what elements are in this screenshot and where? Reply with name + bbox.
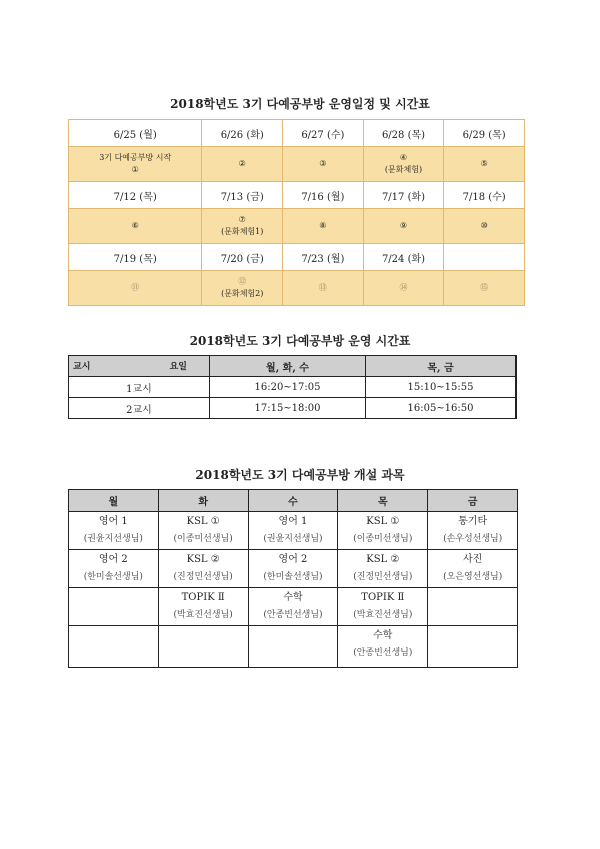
schedule-table (68, 119, 525, 306)
course-cell (338, 626, 428, 668)
activity-line1: ⑦ (238, 215, 246, 224)
course-subject: 영어 1 (98, 516, 128, 527)
activity-line2: ① (131, 165, 139, 174)
schedule-date-row (69, 182, 525, 209)
course-cell (338, 588, 428, 626)
activity-line2: (문화체험1) (221, 227, 264, 236)
course-cell (69, 512, 159, 550)
course-cell (248, 512, 338, 550)
courses-row (69, 626, 518, 668)
course-cell (158, 550, 248, 588)
timetable-row (69, 377, 517, 398)
date-cell: 7/13 (금) (202, 182, 283, 209)
activity-cell (283, 147, 364, 182)
activity-cell (444, 209, 525, 244)
course-subject: KSL ① (186, 516, 220, 527)
date-cell: 6/26 (화) (202, 120, 283, 147)
date-cell: 7/18 (수) (444, 182, 525, 209)
course-subject: KSL ② (186, 554, 220, 565)
activity-line1: ⑤ (480, 159, 488, 168)
schedule-activity-row (69, 147, 525, 182)
activity-cell (202, 147, 283, 182)
corner-period-label: 교시 (73, 362, 91, 372)
course-teacher: (진정민선생님) (353, 572, 413, 582)
course-cell (248, 626, 338, 668)
activity-line1: ④ (399, 153, 408, 162)
time-cell: 16:05~16:50 (366, 398, 517, 419)
course-cell (69, 588, 159, 626)
courses-table (68, 489, 518, 668)
timetable-col-thf: 목, 금 (366, 356, 517, 377)
activity-line1: ⑨ (399, 221, 408, 230)
course-cell (158, 588, 248, 626)
course-cell (248, 588, 338, 626)
course-subject (159, 626, 248, 645)
activity-cell (69, 147, 202, 182)
course-teacher: (오은영선생님) (443, 572, 503, 582)
course-subject (428, 626, 517, 645)
date-cell: 7/17 (화) (363, 182, 444, 209)
schedule-title: 2018학년도 3기 다예공부방 운영일정 및 시간표 (170, 97, 430, 111)
time-cell: 15:10~15:55 (366, 377, 517, 398)
activity-cell (283, 271, 364, 306)
courses-title: 2018학년도 3기 다예공부방 개설 과목 (195, 468, 405, 482)
course-cell (338, 550, 428, 588)
course-teacher: (이종미선생님) (173, 534, 233, 544)
day-header: 수 (248, 490, 338, 512)
date-cell: 7/24 (화) (363, 244, 444, 271)
activity-line1: ② (238, 159, 246, 168)
date-cell: 7/12 (목) (69, 182, 202, 209)
activity-line1: 3기 다예공부방 시작 (99, 153, 172, 162)
course-subject (69, 626, 158, 645)
activity-line1: ⑭ (399, 283, 408, 292)
course-subject: 통기타 (458, 516, 488, 527)
course-teacher: (안종빈선생님) (263, 610, 323, 620)
activity-line1: ⑥ (131, 221, 139, 230)
course-subject: TOPIK Ⅱ (361, 592, 405, 603)
date-cell (444, 244, 525, 271)
timetable-title: 2018학년도 3기 다예공부방 운영 시간표 (189, 334, 411, 348)
period-cell: 1교시 (69, 377, 210, 398)
courses-row (69, 588, 518, 626)
activity-cell (202, 271, 283, 306)
activity-line1: ⑬ (318, 283, 327, 292)
course-subject: TOPIK Ⅱ (181, 592, 225, 603)
day-header: 화 (158, 490, 248, 512)
activity-cell (69, 209, 202, 244)
course-cell (158, 512, 248, 550)
course-teacher: (진정민선생님) (173, 572, 233, 582)
course-subject: KSL ② (366, 554, 400, 565)
activity-cell (202, 209, 283, 244)
course-cell (69, 626, 159, 668)
time-cell: 16:20~17:05 (210, 377, 366, 398)
period-cell: 2교시 (69, 398, 210, 419)
schedule-date-row (69, 244, 525, 271)
activity-cell (69, 271, 202, 306)
course-teacher: (권윤지선생님) (263, 534, 323, 544)
activity-line2: (문화체험) (384, 165, 423, 174)
course-cell (248, 550, 338, 588)
date-cell: 7/20 (금) (202, 244, 283, 271)
activity-line1: ⑫ (238, 277, 247, 286)
course-teacher (428, 645, 517, 662)
course-teacher: (안종빈선생님) (353, 648, 413, 658)
course-subject: 사진 (462, 554, 483, 565)
timetable-corner-cell (69, 356, 210, 377)
schedule-activity-row (69, 209, 525, 244)
course-teacher (249, 645, 338, 662)
activity-line1: ⑩ (480, 221, 488, 230)
courses-row (69, 512, 518, 550)
course-teacher: (권윤지선생님) (83, 534, 143, 544)
timetable-row (69, 398, 517, 419)
activity-cell (363, 209, 444, 244)
course-teacher: (한미솔선생님) (263, 572, 323, 582)
day-header: 목 (338, 490, 428, 512)
date-cell: 7/16 (월) (283, 182, 364, 209)
schedule-activity-row (69, 271, 525, 306)
course-subject: 영어 2 (278, 554, 308, 565)
date-cell: 7/23 (월) (283, 244, 364, 271)
course-subject (428, 588, 517, 607)
activity-cell (363, 147, 444, 182)
course-teacher (159, 645, 248, 662)
course-subject: 수학 (283, 592, 303, 603)
activity-line1: ⑧ (319, 221, 327, 230)
date-cell: 6/27 (수) (283, 120, 364, 147)
course-subject: 영어 2 (98, 554, 128, 565)
course-subject: KSL ① (366, 516, 400, 527)
courses-row (69, 550, 518, 588)
activity-cell (444, 147, 525, 182)
course-teacher (69, 607, 158, 624)
course-subject (69, 588, 158, 607)
course-teacher (428, 607, 517, 624)
course-subject: 영어 1 (278, 516, 308, 527)
course-cell (428, 512, 518, 550)
corner-day-label: 요일 (169, 362, 187, 372)
courses-header-row (69, 490, 518, 512)
course-teacher: (한미솔선생님) (83, 572, 143, 582)
course-cell (338, 512, 428, 550)
date-cell: 7/19 (목) (69, 244, 202, 271)
course-cell (158, 626, 248, 668)
activity-line1: ⑮ (480, 283, 489, 292)
date-cell: 6/28 (목) (363, 120, 444, 147)
course-teacher: (박효진선생님) (173, 610, 233, 620)
course-subject (249, 626, 338, 645)
day-header: 월 (69, 490, 159, 512)
activity-line1: ⑪ (131, 283, 140, 292)
activity-cell (363, 271, 444, 306)
course-teacher: (손우성선생님) (443, 534, 503, 544)
activity-cell (444, 271, 525, 306)
activity-line1: ③ (319, 159, 327, 168)
time-cell: 17:15~18:00 (210, 398, 366, 419)
course-subject: 수학 (373, 630, 393, 641)
course-teacher: (이종미선생님) (353, 534, 413, 544)
course-teacher: (박효진선생님) (353, 610, 413, 620)
timetable-header-row (69, 356, 517, 377)
activity-line2: (문화체험2) (221, 289, 264, 298)
course-cell (428, 588, 518, 626)
course-cell (428, 626, 518, 668)
course-cell (428, 550, 518, 588)
timetable-table (68, 355, 517, 419)
course-teacher (69, 645, 158, 662)
course-cell (69, 550, 159, 588)
day-header: 금 (428, 490, 518, 512)
date-cell: 6/29 (목) (444, 120, 525, 147)
schedule-date-row (69, 120, 525, 147)
activity-cell (283, 209, 364, 244)
date-cell: 6/25 (월) (69, 120, 202, 147)
timetable-col-mtw: 월, 화, 수 (210, 356, 366, 377)
